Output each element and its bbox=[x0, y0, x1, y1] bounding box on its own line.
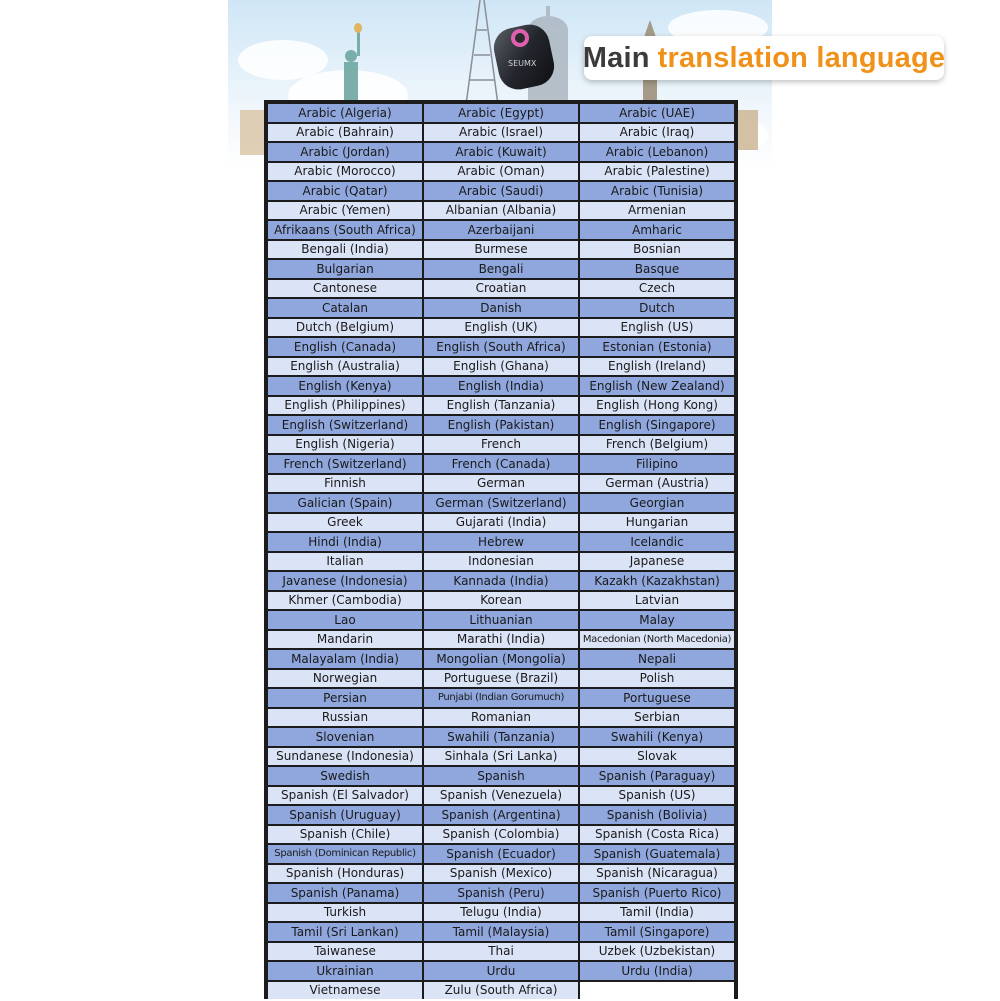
language-cell: Urdu bbox=[424, 962, 578, 980]
language-cell: Kazakh (Kazakhstan) bbox=[580, 572, 734, 590]
table-row bbox=[268, 182, 734, 200]
language-cell: German (Austria) bbox=[580, 475, 734, 493]
table-row bbox=[268, 787, 734, 805]
language-cell: Zulu (South Africa) bbox=[424, 982, 578, 1000]
table-row bbox=[268, 455, 734, 473]
language-cell: Arabic (Bahrain) bbox=[268, 124, 422, 142]
table-row bbox=[268, 202, 734, 220]
language-cell: Spanish (Ecuador) bbox=[424, 845, 578, 863]
language-table bbox=[264, 100, 738, 999]
table-row bbox=[268, 241, 734, 259]
language-cell: Tamil (Malaysia) bbox=[424, 923, 578, 941]
table-row bbox=[268, 904, 734, 922]
table-row bbox=[268, 962, 734, 980]
language-cell: Javanese (Indonesia) bbox=[268, 572, 422, 590]
language-cell: Amharic bbox=[580, 221, 734, 239]
table-row bbox=[268, 533, 734, 551]
table-row bbox=[268, 884, 734, 902]
language-cell: Georgian bbox=[580, 494, 734, 512]
language-cell: Hungarian bbox=[580, 514, 734, 532]
table-row bbox=[268, 572, 734, 590]
language-cell: Norwegian bbox=[268, 670, 422, 688]
language-cell: English (Kenya) bbox=[268, 377, 422, 395]
language-cell: Bengali (India) bbox=[268, 241, 422, 259]
language-cell: Arabic (Qatar) bbox=[268, 182, 422, 200]
language-cell: Arabic (Tunisia) bbox=[580, 182, 734, 200]
language-cell: Spanish bbox=[424, 767, 578, 785]
language-grid bbox=[266, 102, 736, 1001]
language-cell: English (Ghana) bbox=[424, 358, 578, 376]
language-cell: English (Nigeria) bbox=[268, 436, 422, 454]
language-cell: Polish bbox=[580, 670, 734, 688]
language-cell: Swedish bbox=[268, 767, 422, 785]
language-cell: Spanish (Dominican Republic) bbox=[268, 845, 422, 863]
language-cell: German (Switzerland) bbox=[424, 494, 578, 512]
table-row bbox=[268, 221, 734, 239]
language-cell: Greek bbox=[268, 514, 422, 532]
table-row bbox=[268, 845, 734, 863]
language-cell: Nepali bbox=[580, 650, 734, 668]
table-row bbox=[268, 475, 734, 493]
table-row bbox=[268, 104, 734, 122]
language-cell: English (US) bbox=[580, 319, 734, 337]
language-cell: Burmese bbox=[424, 241, 578, 259]
language-cell: Lithuanian bbox=[424, 611, 578, 629]
language-cell: Spanish (Chile) bbox=[268, 826, 422, 844]
table-row bbox=[268, 728, 734, 746]
language-cell: Romanian bbox=[424, 709, 578, 727]
language-cell: Taiwanese bbox=[268, 943, 422, 961]
language-cell: Arabic (Iraq) bbox=[580, 124, 734, 142]
language-cell: Mandarin bbox=[268, 631, 422, 649]
language-cell: Finnish bbox=[268, 475, 422, 493]
table-row bbox=[268, 514, 734, 532]
language-cell: Slovenian bbox=[268, 728, 422, 746]
language-cell: Lao bbox=[268, 611, 422, 629]
language-cell: English (New Zealand) bbox=[580, 377, 734, 395]
table-row bbox=[268, 806, 734, 824]
table-row bbox=[268, 338, 734, 356]
language-cell: French (Belgium) bbox=[580, 436, 734, 454]
language-cell: Bengali bbox=[424, 260, 578, 278]
table-row bbox=[268, 748, 734, 766]
language-cell: Afrikaans (South Africa) bbox=[268, 221, 422, 239]
language-cell: Vietnamese bbox=[268, 982, 422, 1000]
table-row bbox=[268, 319, 734, 337]
language-cell: German bbox=[424, 475, 578, 493]
language-cell: Catalan bbox=[268, 299, 422, 317]
language-cell: Basque bbox=[580, 260, 734, 278]
language-cell: Punjabi (Indian Gorumuch) bbox=[424, 689, 578, 707]
page-title bbox=[584, 36, 944, 80]
language-cell: Kannada (India) bbox=[424, 572, 578, 590]
language-cell: Hindi (India) bbox=[268, 533, 422, 551]
table-row bbox=[268, 280, 734, 298]
language-cell: Tamil (Sri Lankan) bbox=[268, 923, 422, 941]
language-cell: Khmer (Cambodia) bbox=[268, 592, 422, 610]
language-cell: Bosnian bbox=[580, 241, 734, 259]
language-cell: French bbox=[424, 436, 578, 454]
language-cell: Sundanese (Indonesia) bbox=[268, 748, 422, 766]
language-cell: Spanish (Uruguay) bbox=[268, 806, 422, 824]
language-cell: Albanian (Albania) bbox=[424, 202, 578, 220]
language-cell: Tamil (India) bbox=[580, 904, 734, 922]
language-cell: Spanish (Puerto Rico) bbox=[580, 884, 734, 902]
language-cell: Estonian (Estonia) bbox=[580, 338, 734, 356]
language-cell: Urdu (India) bbox=[580, 962, 734, 980]
language-cell: Arabic (Oman) bbox=[424, 163, 578, 181]
language-cell: Arabic (Kuwait) bbox=[424, 143, 578, 161]
language-cell bbox=[580, 982, 734, 1000]
language-cell: Spanish (Venezuela) bbox=[424, 787, 578, 805]
language-cell: Malayalam (India) bbox=[268, 650, 422, 668]
language-cell: Sinhala (Sri Lanka) bbox=[424, 748, 578, 766]
language-cell: Spanish (Honduras) bbox=[268, 865, 422, 883]
language-cell: Croatian bbox=[424, 280, 578, 298]
language-cell: Icelandic bbox=[580, 533, 734, 551]
table-row bbox=[268, 689, 734, 707]
language-cell: Danish bbox=[424, 299, 578, 317]
language-cell: Arabic (Morocco) bbox=[268, 163, 422, 181]
language-cell: Galician (Spain) bbox=[268, 494, 422, 512]
language-cell: Spanish (Costa Rica) bbox=[580, 826, 734, 844]
language-cell: French (Switzerland) bbox=[268, 455, 422, 473]
language-cell: Swahili (Kenya) bbox=[580, 728, 734, 746]
language-cell: Cantonese bbox=[268, 280, 422, 298]
language-cell: Hebrew bbox=[424, 533, 578, 551]
language-cell: Marathi (India) bbox=[424, 631, 578, 649]
language-cell: English (India) bbox=[424, 377, 578, 395]
table-row bbox=[268, 299, 734, 317]
language-cell: Arabic (Saudi) bbox=[424, 182, 578, 200]
language-cell: English (Hong Kong) bbox=[580, 397, 734, 415]
language-cell: Czech bbox=[580, 280, 734, 298]
language-cell: Spanish (Guatemala) bbox=[580, 845, 734, 863]
language-cell: English (Canada) bbox=[268, 338, 422, 356]
table-row bbox=[268, 553, 734, 571]
language-cell: Spanish (Colombia) bbox=[424, 826, 578, 844]
language-cell: Spanish (Mexico) bbox=[424, 865, 578, 883]
language-cell: Ukrainian bbox=[268, 962, 422, 980]
table-row bbox=[268, 416, 734, 434]
table-row bbox=[268, 943, 734, 961]
language-cell: Spanish (Peru) bbox=[424, 884, 578, 902]
language-cell: Thai bbox=[424, 943, 578, 961]
table-row bbox=[268, 650, 734, 668]
language-cell: English (Ireland) bbox=[580, 358, 734, 376]
table-row bbox=[268, 767, 734, 785]
language-cell: Japanese bbox=[580, 553, 734, 571]
language-cell: Indonesian bbox=[424, 553, 578, 571]
table-row bbox=[268, 143, 734, 161]
title-main-text: Main bbox=[582, 41, 650, 74]
language-cell: Swahili (Tanzania) bbox=[424, 728, 578, 746]
device-brand-label: SEUMX bbox=[508, 59, 537, 68]
language-cell: Dutch (Belgium) bbox=[268, 319, 422, 337]
language-cell: English (South Africa) bbox=[424, 338, 578, 356]
table-row bbox=[268, 923, 734, 941]
table-row bbox=[268, 436, 734, 454]
language-cell: English (Singapore) bbox=[580, 416, 734, 434]
language-cell: Arabic (Yemen) bbox=[268, 202, 422, 220]
translator-device-image bbox=[490, 22, 558, 94]
table-row bbox=[268, 670, 734, 688]
language-cell: Mongolian (Mongolia) bbox=[424, 650, 578, 668]
language-cell: English (UK) bbox=[424, 319, 578, 337]
table-row bbox=[268, 865, 734, 883]
language-cell: Slovak bbox=[580, 748, 734, 766]
language-cell: English (Tanzania) bbox=[424, 397, 578, 415]
language-cell: Malay bbox=[580, 611, 734, 629]
language-cell: English (Philippines) bbox=[268, 397, 422, 415]
language-cell: Serbian bbox=[580, 709, 734, 727]
language-cell: Filipino bbox=[580, 455, 734, 473]
table-row bbox=[268, 377, 734, 395]
table-row bbox=[268, 592, 734, 610]
title-accent-text: translation language bbox=[657, 41, 946, 74]
language-cell: Arabic (Jordan) bbox=[268, 143, 422, 161]
language-cell: Arabic (Lebanon) bbox=[580, 143, 734, 161]
table-row bbox=[268, 611, 734, 629]
language-cell: Spanish (Paraguay) bbox=[580, 767, 734, 785]
table-row bbox=[268, 358, 734, 376]
language-cell: Spanish (Panama) bbox=[268, 884, 422, 902]
language-cell: Arabic (Israel) bbox=[424, 124, 578, 142]
language-cell: Russian bbox=[268, 709, 422, 727]
language-cell: Spanish (Nicaragua) bbox=[580, 865, 734, 883]
language-cell: English (Pakistan) bbox=[424, 416, 578, 434]
language-cell: Uzbek (Uzbekistan) bbox=[580, 943, 734, 961]
table-row bbox=[268, 260, 734, 278]
table-row bbox=[268, 163, 734, 181]
language-cell: Arabic (Algeria) bbox=[268, 104, 422, 122]
language-cell: Bulgarian bbox=[268, 260, 422, 278]
table-row bbox=[268, 124, 734, 142]
language-cell: Macedonian (North Macedonia) bbox=[580, 631, 734, 649]
language-cell: Spanish (US) bbox=[580, 787, 734, 805]
language-cell: Arabic (UAE) bbox=[580, 104, 734, 122]
table-row bbox=[268, 826, 734, 844]
language-cell: Arabic (Palestine) bbox=[580, 163, 734, 181]
language-cell: Italian bbox=[268, 553, 422, 571]
table-row bbox=[268, 982, 734, 1000]
language-cell: French (Canada) bbox=[424, 455, 578, 473]
language-cell: Arabic (Egypt) bbox=[424, 104, 578, 122]
table-row bbox=[268, 631, 734, 649]
table-row bbox=[268, 494, 734, 512]
language-cell: Portuguese (Brazil) bbox=[424, 670, 578, 688]
language-cell: Spanish (El Salvador) bbox=[268, 787, 422, 805]
language-cell: Latvian bbox=[580, 592, 734, 610]
language-cell: Persian bbox=[268, 689, 422, 707]
language-cell: Telugu (India) bbox=[424, 904, 578, 922]
language-cell: Portuguese bbox=[580, 689, 734, 707]
language-cell: Spanish (Argentina) bbox=[424, 806, 578, 824]
language-cell: Spanish (Bolivia) bbox=[580, 806, 734, 824]
language-cell: Armenian bbox=[580, 202, 734, 220]
language-cell: English (Switzerland) bbox=[268, 416, 422, 434]
language-cell: Korean bbox=[424, 592, 578, 610]
language-cell: Gujarati (India) bbox=[424, 514, 578, 532]
language-cell: English (Australia) bbox=[268, 358, 422, 376]
language-cell: Tamil (Singapore) bbox=[580, 923, 734, 941]
language-cell: Azerbaijani bbox=[424, 221, 578, 239]
table-row bbox=[268, 709, 734, 727]
table-row bbox=[268, 397, 734, 415]
language-cell: Turkish bbox=[268, 904, 422, 922]
language-cell: Dutch bbox=[580, 299, 734, 317]
